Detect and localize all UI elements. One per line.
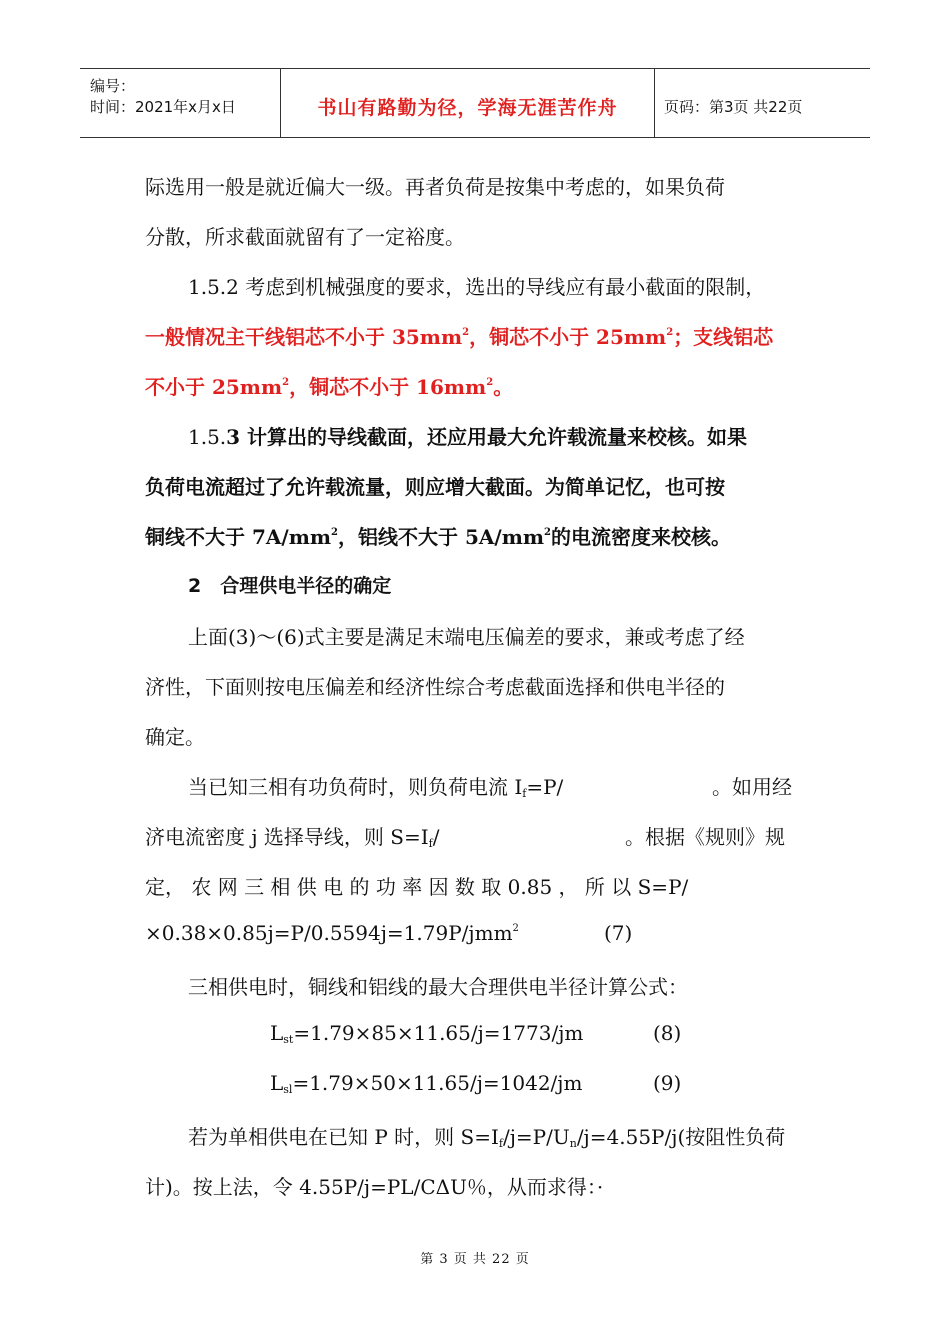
paragraph-line: [188, 421, 747, 450]
text-run: ，铝线不大于 5A/mm: [338, 525, 545, 549]
equation-number: (7): [604, 921, 633, 945]
paragraph-line: [188, 771, 563, 800]
paragraph-line: 计)。按上法，令 4.55P/j=PL/CΔU％，从而求得：·: [145, 1175, 604, 1199]
text-run: =P/: [526, 775, 564, 799]
text-run: /j=P/U: [502, 1125, 570, 1149]
text-run: L: [270, 1071, 284, 1095]
header-right-cell: [654, 69, 870, 137]
paragraph-line: 际选用一般是就近偏大一级。再者负荷是按集中考虑的，如果负荷: [145, 175, 725, 199]
header-table: [80, 68, 870, 138]
subscript: f: [428, 837, 433, 850]
header-middle-cell: [280, 69, 655, 137]
text-run: 的电流密度来校核。: [551, 525, 731, 549]
paragraph-line: 。根据《规则》规: [625, 825, 785, 849]
paragraph-line: [145, 821, 439, 850]
paragraph-line: [188, 1121, 785, 1150]
paragraph-line: 。如用经: [712, 775, 792, 799]
equation-line: [270, 1071, 582, 1095]
highlight-line: [145, 371, 513, 400]
text-run: 一般情况主干线铝芯不小于 35mm: [145, 325, 463, 349]
paragraph-line: 1.5.2 考虑到机械强度的要求，选出的导线应有最小截面的限制，: [188, 275, 766, 299]
text-run: 。: [493, 375, 514, 399]
highlight-line: [145, 321, 773, 350]
section-heading: 2 合理供电半径的确定: [188, 575, 392, 597]
text-run: ，铜芯不小于 25mm: [469, 325, 667, 349]
superscript: 2: [282, 377, 290, 388]
subscript: f: [522, 787, 527, 800]
superscript: 2: [544, 527, 551, 538]
equation-number: (9): [653, 1071, 682, 1095]
text-run: 1.5.: [188, 425, 227, 449]
superscript: 2: [486, 377, 494, 388]
subscript: n: [569, 1137, 577, 1150]
paragraph-line: 确定。: [145, 725, 205, 749]
equation-line: [145, 921, 519, 945]
text-run: 不小于 25mm: [145, 375, 283, 399]
superscript: 2: [512, 923, 519, 934]
page-info: 页码：第3页 共22页: [664, 98, 803, 116]
superscript: 2: [666, 327, 674, 338]
text-run: ，铜芯不小于 16mm: [289, 375, 487, 399]
page-footer: 第 3 页 共 22 页: [420, 1252, 530, 1267]
superscript: 2: [462, 327, 470, 338]
paragraph-line: 济性，下面则按电压偏差和经济性综合考虑截面选择和供电半径的: [145, 675, 725, 699]
subscript: sl: [283, 1083, 293, 1096]
text-run: ；支线铝芯: [673, 325, 774, 349]
paragraph-line: 上面(3)～(6)式主要是满足末端电压偏差的要求，兼或考虑了经: [188, 625, 745, 649]
motto: 书山有路勤为径，学海无涯苦作舟: [317, 97, 618, 119]
text-run: 济电流密度 j 选择导线，则 S=I: [145, 825, 429, 849]
text-run: 3 计算出的导线截面，还应用最大允许载流量来校核。如果: [226, 425, 748, 449]
equation-number: (8): [653, 1021, 682, 1045]
paragraph-line: 分散，所求截面就留有了一定裕度。: [145, 225, 465, 249]
text-run: L: [270, 1021, 284, 1045]
text-run: /j=4.55P/j(按阻性负荷: [576, 1125, 786, 1149]
text-run: /: [432, 825, 440, 849]
text-run: =1.79×85×11.65/j=1773/jm: [293, 1021, 584, 1045]
paragraph-line: [145, 521, 731, 550]
time-label: 时间：2021年x月x日: [90, 98, 236, 116]
paragraph-line: 三相供电时，铜线和铝线的最大合理供电半径计算公式：: [188, 975, 688, 999]
text-run: 当已知三相有功负荷时，则负荷电流 I: [188, 775, 523, 799]
subscript: f: [498, 1137, 503, 1150]
text-run: ×0.38×0.85j=P/0.5594j=1.79P/jmm: [145, 921, 513, 945]
paragraph-line: 定， 农 网 三 相 供 电 的 功 率 因 数 取 0.85 ， 所 以 S=P/: [145, 875, 689, 899]
text-run: 若为单相供电在已知 P 时，则 S=I: [188, 1125, 499, 1149]
text-run: 铜线不大于 7A/mm: [145, 525, 332, 549]
code-label: 编号：: [90, 77, 136, 95]
superscript: 2: [331, 527, 338, 538]
text-run: =1.79×50×11.65/j=1042/jm: [292, 1071, 583, 1095]
header-left-cell: [80, 69, 280, 137]
equation-line: [270, 1021, 583, 1045]
subscript: st: [283, 1033, 294, 1046]
paragraph-line: 负荷电流超过了允许载流量，则应增大截面。为简单记忆，也可按: [145, 475, 725, 499]
